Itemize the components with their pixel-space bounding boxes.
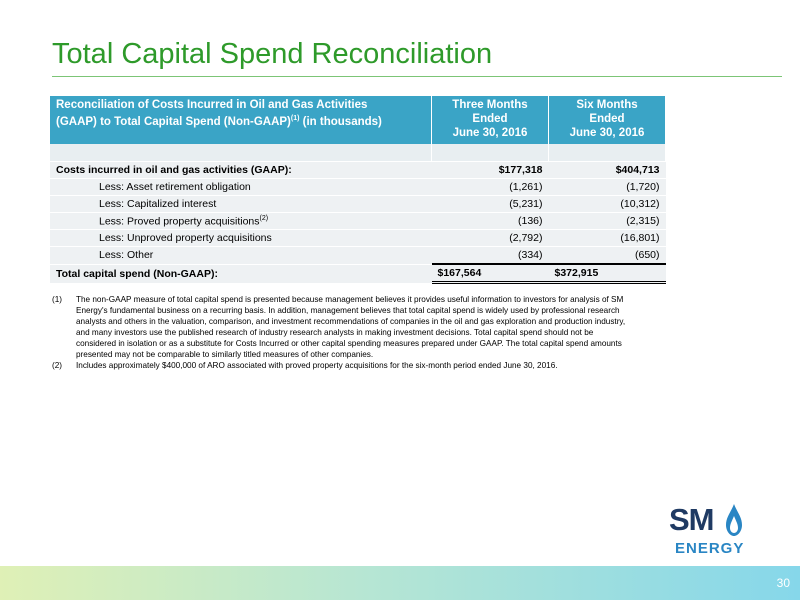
table-row: Less: Proved property acquisitions$^{(2)}$ (136) (2,315) — [50, 213, 666, 230]
footnotes — [52, 294, 632, 371]
title-divider — [52, 76, 782, 77]
footnote-1: (1) The non-GAAP measure of total capital spend is presented because management believes it provides useful information to investors for analysis of SM Energy's fundamental business on a recurring basis. In addition, management believes that total capital spend is widely used by professional research analysts and others in the valuation, comparison, and investment recommendations of companies in the oil and gas exploration and production industry, and many investors use the published research of industry research analysts in making investment decisions. Total capital spend should not be considered in isolation or as a substitute for Costs Incurred or other capital spending measures prepared under GAAP. The total capital spend amounts presented may not be comparable to similarly titled measures of other companies. — [52, 295, 626, 359]
logo-sm-text: SM — [669, 502, 714, 537]
table-row: Costs incurred in oil and gas activities (GAAP): $177,318 $404,713 — [50, 162, 666, 179]
table-total-row: Total capital spend (Non-GAAP): $167,564 $372,915 — [50, 264, 666, 283]
table-row: Less: Unproved property acquisitions (2,792) (16,801) — [50, 230, 666, 247]
header-label-line1: Reconciliation of Costs Incurred in Oil and Gas Activities — [56, 99, 368, 111]
table-row: Less: Capitalized interest (5,231) (10,312) — [50, 196, 666, 213]
footnote-2: (2) Includes approximately $400,000 of ARO associated with proved property acquisitions for the six-month period ended June 30, 2016. — [52, 361, 558, 370]
table-row: Less: Asset retirement obligation (1,261) (1,720) — [50, 179, 666, 196]
table-header-three-months: Three Months Ended June 30, 2016 — [432, 96, 549, 144]
reconciliation-table — [50, 96, 666, 284]
table-header-row — [50, 96, 666, 144]
table-header-label — [50, 96, 432, 144]
table-header-six-months: Six Months Ended June 30, 2016 — [549, 96, 666, 144]
page-title: Total Capital Spend Reconciliation — [52, 38, 493, 70]
flame-icon — [726, 504, 742, 536]
sm-energy-logo — [669, 502, 749, 564]
header-label-line2: (GAAP) to Total Capital Spend (Non-GAAP)$^{(1)}$ (in thousands) — [56, 115, 382, 128]
page-number: 30 — [776, 576, 790, 590]
table-row: Less: Other (334) (650) — [50, 247, 666, 265]
footer-band — [0, 566, 800, 600]
logo-energy-text: ENERGY — [675, 540, 745, 557]
table-spacer-row — [50, 144, 666, 162]
